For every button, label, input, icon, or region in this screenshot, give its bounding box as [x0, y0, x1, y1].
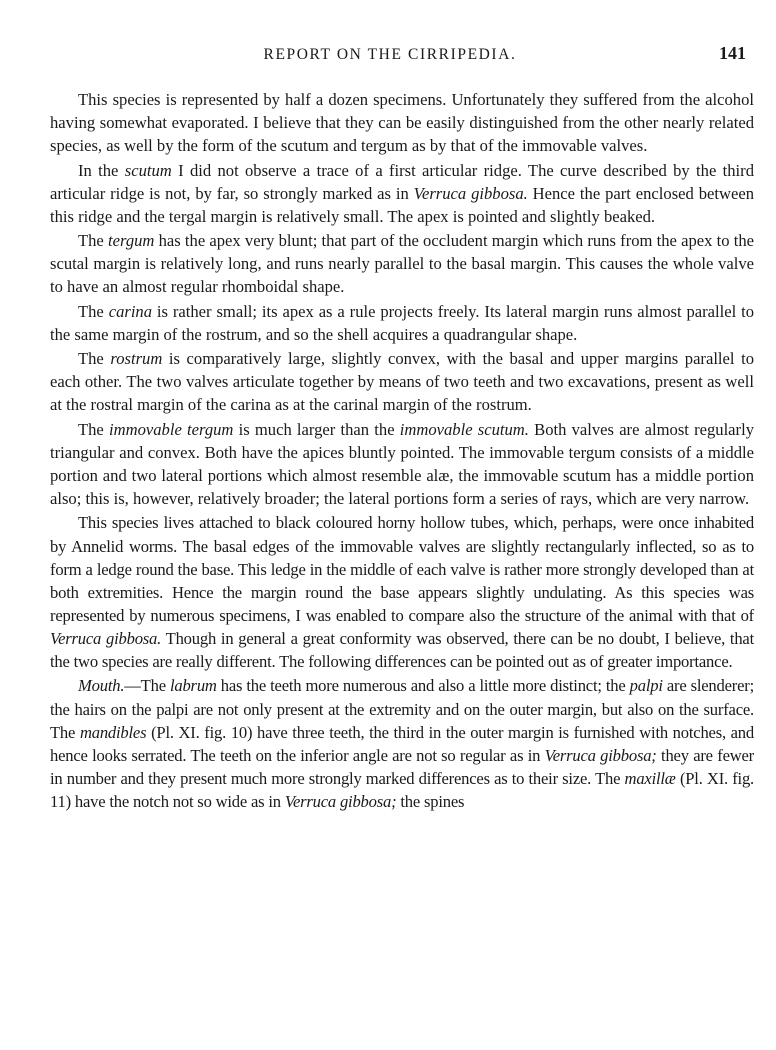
paragraph-text: The: [78, 301, 109, 321]
running-title: REPORT ON THE CIRRIPEDIA.: [263, 46, 517, 63]
paragraph-text: the spines: [396, 791, 465, 811]
paragraph-text: is comparatively large, slightly convex, with the basal and upper margins parallel to each other. The two valves articulate together by means of two teeth and two excavations, present as well at the rostral margin of the carina as at the carinal margin of the rostrum.: [50, 349, 754, 415]
paragraph-text: The: [78, 419, 109, 439]
running-header: [40, 43, 746, 70]
term-mandibles: mandibles: [79, 722, 147, 742]
paragraph-text: —The: [124, 676, 170, 696]
paragraph-text: (Pl. XI. fig. 10) have three teeth, the third in the outer margin is furnished with notches, and hence looks serrated. The teeth on the inferior angle are not so regular as in: [50, 722, 755, 765]
paragraph-text: In the: [78, 160, 125, 180]
paragraph-text: has the apex very blunt; that part of the occludent margin which runs from the apex to the scutal margin is relatively long, and runs nearly parallel to the basal margin. This causes the whole valve to have an almost regular rhomboidal shape.: [50, 231, 754, 297]
term-palpi: palpi: [629, 676, 663, 696]
paragraph-scutum: [50, 159, 754, 228]
paragraph-text: Both valves are almost regularly triangular and convex. Both have the apices bluntly pointed. The immovable tergum consists of a middle portion and two lateral portions which almost resemble alæ, the immovable scutum has a middle portion also; this is, however, relatively broader; the lateral portions form a series of rays, which are very narrow.: [50, 419, 754, 509]
paragraph-text: Hence the part enclosed between this ridge and the tergal margin is relatively small. The apex is pointed and slightly beaked.: [50, 183, 754, 226]
species-name: Verruca gibbosa.: [50, 628, 162, 648]
paragraph-text: The: [78, 349, 111, 369]
paragraph-text: Though in general a great conformity was observed, there can be no doubt, I believe, that the two species are really different. The following differences can be pointed out as of greater importance.: [50, 628, 754, 672]
term-rostrum: rostrum: [110, 349, 163, 369]
paragraph-text: The: [78, 231, 108, 251]
paragraph-text: I did not observe a trace of a first articular ridge. The curve described by the third articular ridge is not, by far, so strongly marked as in: [50, 160, 754, 203]
term-labrum: labrum: [169, 676, 217, 696]
section-heading-mouth: Mouth.: [78, 676, 125, 696]
paragraph-text: (Pl. XI. fig. 11) have the notch not so wide as in: [50, 768, 754, 811]
term-immovable-scutum: immovable scutum.: [399, 419, 529, 439]
term-immovable-tergum: immovable tergum: [109, 419, 234, 439]
paragraph-rostrum: [50, 347, 754, 416]
species-name: Verruca gibbosa;: [544, 745, 657, 765]
species-name: Verruca gibbosa;: [284, 791, 397, 811]
paragraph-tergum: [50, 229, 754, 298]
paragraph-habitat: [50, 511, 754, 673]
paragraph-text: are slenderer; the hairs on the palpi are not only present at the extremity and on the outer margin, but also on the surface. The: [50, 676, 754, 742]
paragraph-text: has the teeth more numerous and also a little more distinct; the: [216, 676, 630, 696]
term-carina: carina: [108, 301, 153, 321]
body-text: [50, 88, 754, 814]
paragraph-text: is rather small; its apex as a rule projects freely. Its lateral margin runs almost parallel to the same margin of the rostrum, and so the shell acquires a quadrangular shape.: [50, 301, 754, 344]
paragraph-text: they are fewer in number and they present much more strongly marked differences as to their size. The: [50, 745, 755, 788]
paragraph-immovable-valves: [50, 418, 754, 510]
page-number: 141: [719, 43, 746, 63]
term-scutum: scutum: [124, 160, 172, 180]
paragraph-mouth: [50, 674, 754, 813]
paragraph-text: is much larger than the: [233, 419, 400, 439]
species-name: Verruca gibbosa.: [413, 183, 528, 203]
term-maxillae: maxillæ: [624, 768, 676, 788]
paragraph-text: This species lives attached to black coloured horny hollow tubes, which, perhaps, were once inhabited by Annelid worms. The basal edges of the immovable valves are slightly rectangularly inflected, so as to form a ledge round the base. This ledge in the middle of each valve is rather more strongly developed than at both extremities. Hence the margin round the base appears slightly undulating. As this species was represented by numerous specimens, I was enabled to compare also the structure of the animal with that of: [50, 513, 754, 625]
term-tergum: tergum: [108, 231, 155, 251]
paragraph-carina: [50, 300, 754, 346]
paragraph-text: This species is represented by half a dozen specimens. Unfortunately they suffered from the alcohol having somewhat evaporated. I believe that they can be easily distinguished from the other nearly related species, as well by the form of the scutum and tergum as by that of the immovable valves.: [50, 90, 754, 156]
paragraph-intro: [50, 88, 754, 157]
